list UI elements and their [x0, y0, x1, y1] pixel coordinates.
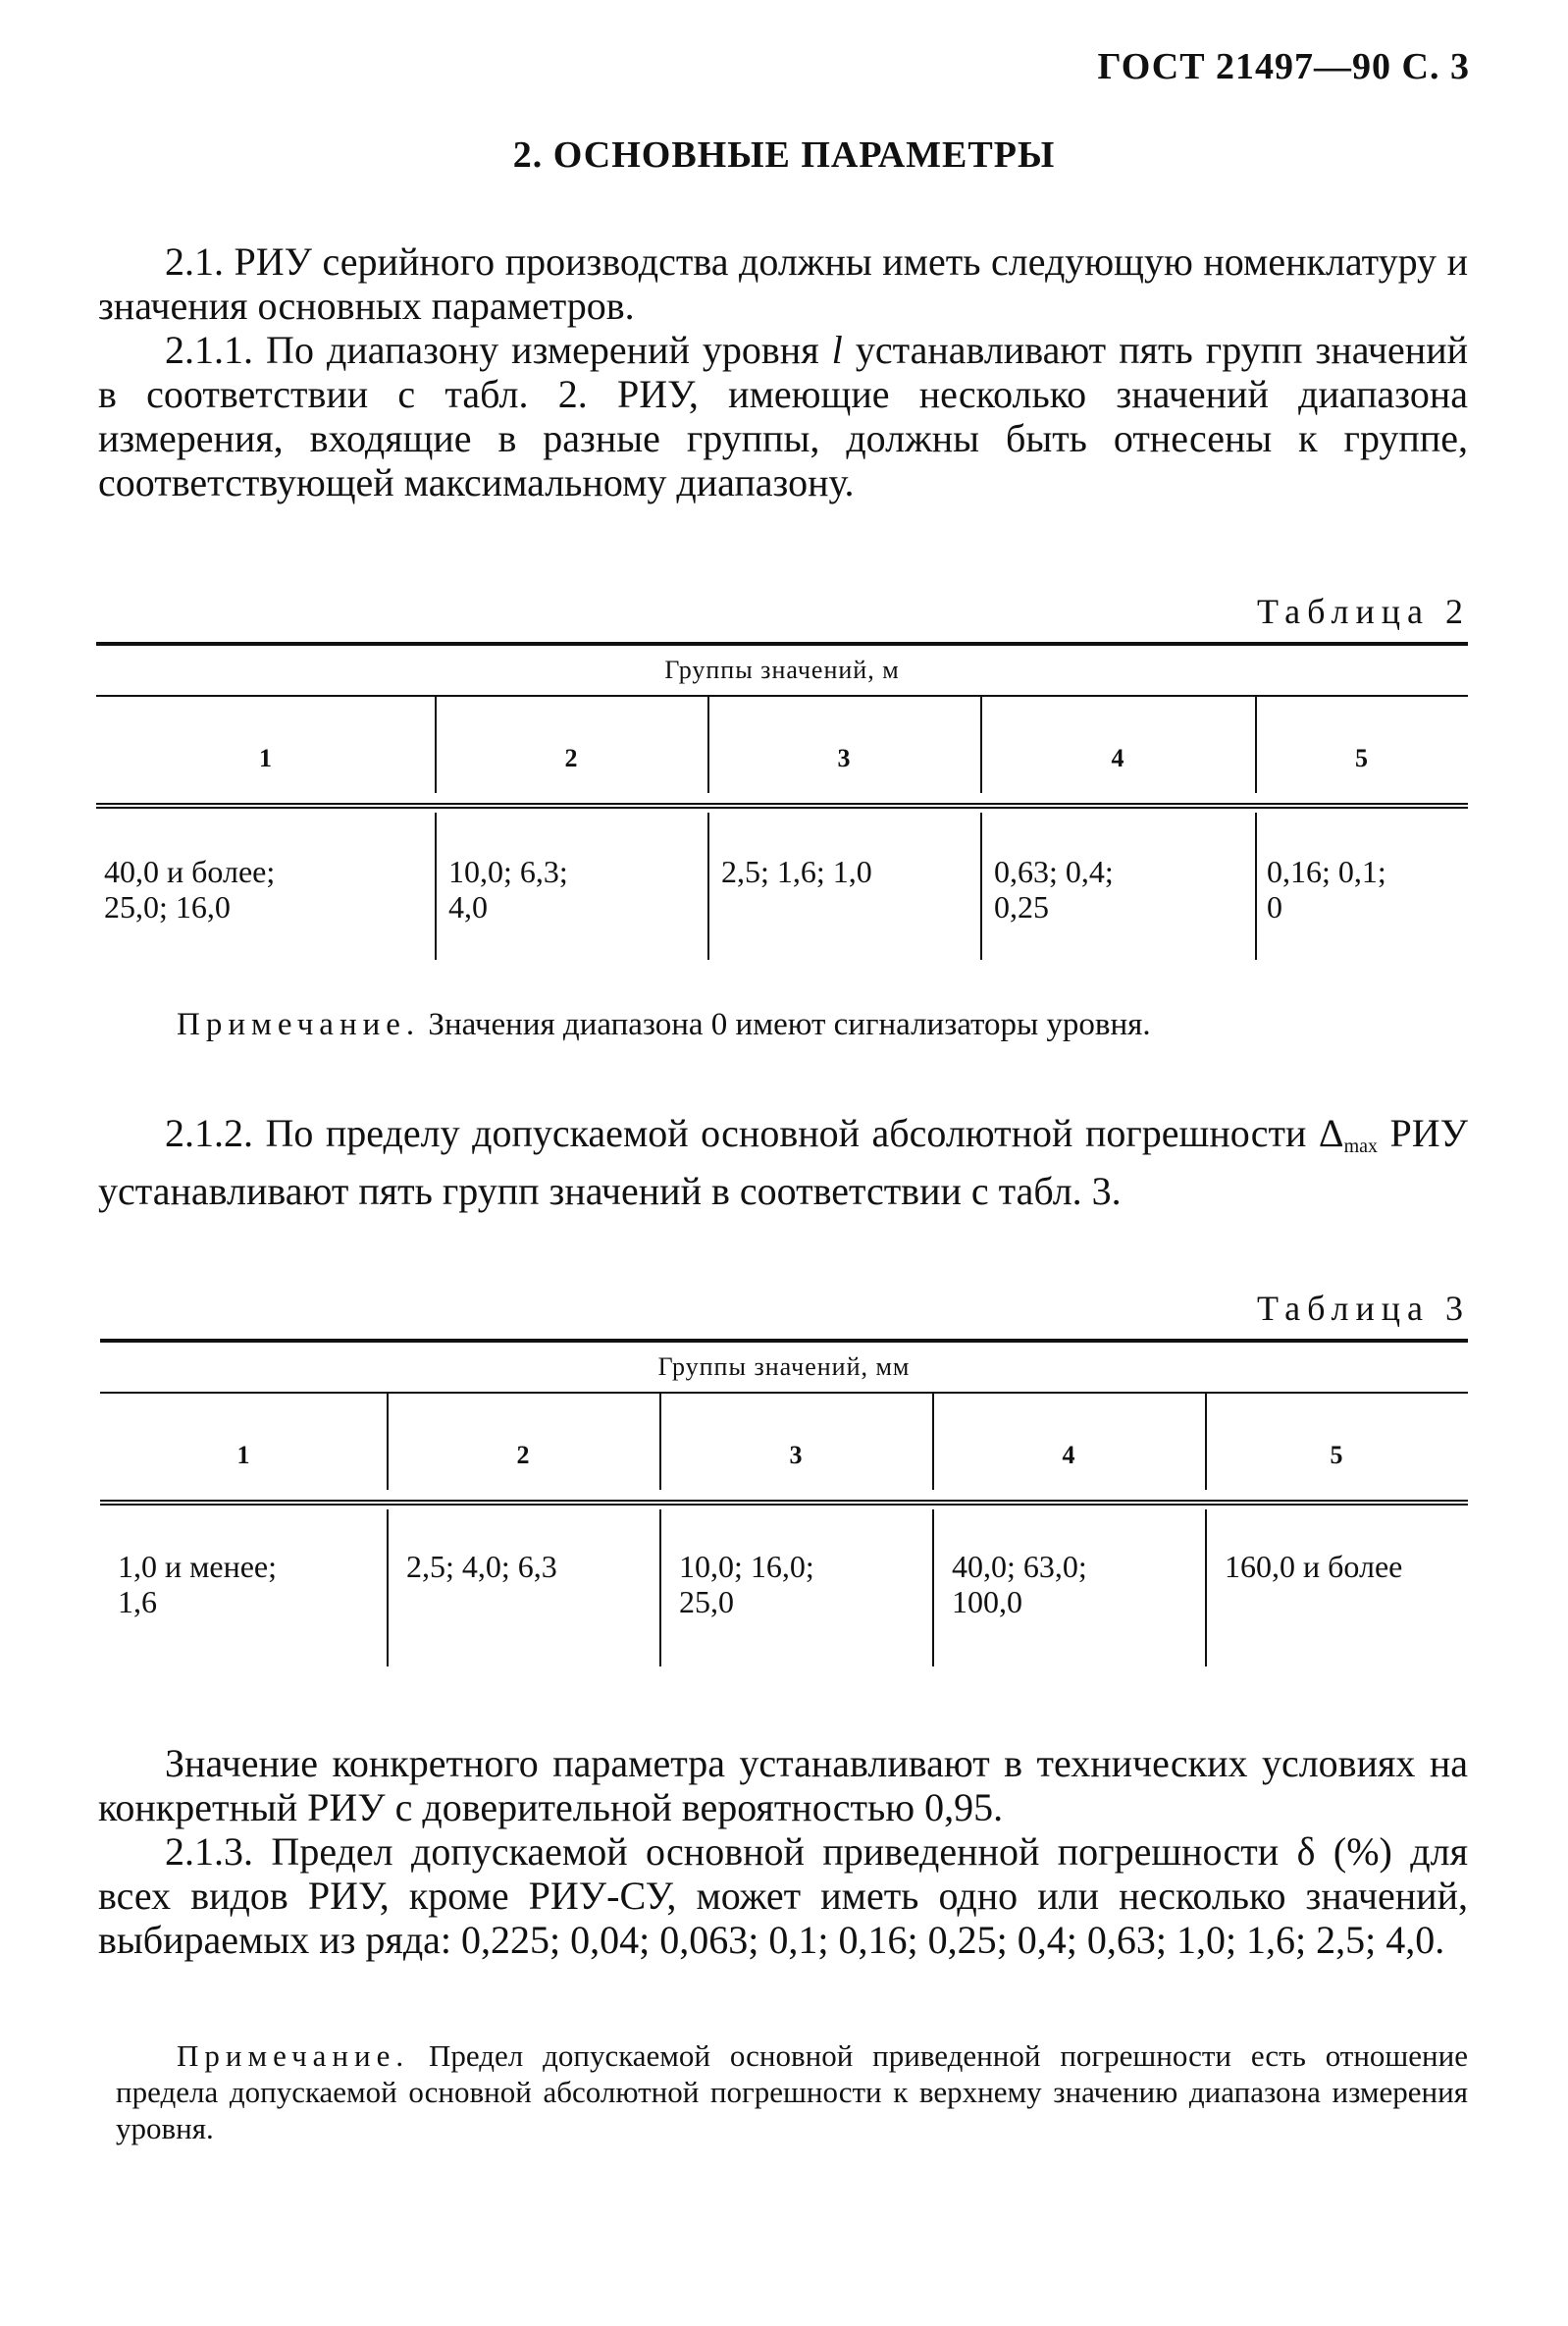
table3-divider [932, 1509, 934, 1666]
table2-col-3: 3 [837, 744, 851, 772]
table3-col-5: 5 [1330, 1441, 1343, 1469]
table3-cell-4-line-2: 100,0 [952, 1584, 1022, 1619]
table2-cell-1-line-2: 25,0; 16,0 [104, 889, 231, 925]
final-note-text: Предел допускаемой основной приведенной погрешности есть отношение предела допускаемой основной абсолютной погрешности к верхнему значению диапазона измерения уровня. [116, 2038, 1468, 2145]
table2-cell-4-line-1: 0,63; 0,4; [994, 854, 1114, 889]
table2-cell-1 [96, 854, 435, 925]
table3-cell-5-line-1: 160,0 и более [1225, 1549, 1403, 1584]
table3-col-3: 3 [789, 1441, 803, 1469]
table3-col-2: 2 [516, 1441, 530, 1469]
table2-divider [1255, 813, 1257, 960]
table2-note-label: Примечание. [177, 1007, 421, 1042]
table2-col-2: 2 [564, 744, 578, 772]
table2-cell-5-line-2: 0 [1267, 889, 1282, 925]
table2-cell-2-line-1: 10,0; 6,3; [448, 854, 568, 889]
table3-cell-1-line-1: 1,0 и менее; [118, 1549, 277, 1584]
final-note [116, 2037, 1468, 2146]
table2-cell-2-line-2: 4,0 [448, 889, 488, 925]
paragraph-2-1-2-text-b: РИУ устанавливают пять групп значений в соответствии с табл. 3. [98, 1111, 1469, 1213]
table2-cell-3 [713, 854, 980, 889]
table2-top-rule [96, 642, 1468, 646]
table3-col-1: 1 [236, 1441, 250, 1469]
table3-cell-2 [398, 1549, 659, 1584]
paragraph-2-1-1-text-a: 2.1.1. По диапазону измерений уровня [165, 328, 832, 372]
table2-divider [435, 813, 437, 960]
table3-cell-1 [110, 1549, 387, 1619]
table3 [100, 1339, 1468, 1672]
table3-caption: Таблица 3 [1257, 1289, 1470, 1328]
table3-divider [659, 1394, 661, 1490]
table2-header-rule [96, 695, 1468, 697]
table3-divider [387, 1394, 389, 1490]
table2-cell-1-line-1: 40,0 и более; [104, 854, 276, 889]
table2-divider [980, 697, 982, 793]
table2-note [177, 1007, 1468, 1043]
table3-cell-2-line-1: 2,5; 4,0; 6,3 [406, 1549, 557, 1584]
table2-divider [707, 697, 709, 793]
table2-cell-3-line-1: 2,5; 1,6; 1,0 [721, 854, 872, 889]
table2-col-1: 1 [259, 744, 272, 772]
table3-header: Группы значений, мм [657, 1352, 911, 1381]
section-title: 2. ОСНОВНЫЕ ПАРАМЕТРЫ [512, 134, 1056, 176]
table2-cell-5-line-1: 0,16; 0,1; [1267, 854, 1386, 889]
delta-subscript: max [1343, 1136, 1379, 1157]
table2-divider [707, 813, 709, 960]
paragraph-value: Значение конкретного параметра устанавливают в технических условиях на конкретный РИУ с доверительной вероятностью 0,95. [98, 1741, 1468, 1829]
table2-header: Группы значений, м [664, 656, 900, 684]
table3-top-rule [100, 1339, 1468, 1343]
paragraph-2-1-2 [98, 1111, 1468, 1213]
table3-divider [1205, 1394, 1207, 1490]
table2-divider [1255, 697, 1257, 793]
table2-divider [980, 813, 982, 960]
table2-cell-4-line-2: 0,25 [994, 889, 1049, 925]
paragraph-2-1: 2.1. РИУ серийного производства должны иметь следующую номенклатуру и значения основных параметров. [98, 239, 1468, 328]
table2-body-rule [96, 803, 1468, 809]
table2-cell-4 [986, 854, 1255, 925]
table3-divider [932, 1394, 934, 1490]
table2-col-5: 5 [1355, 744, 1368, 772]
table2-cell-2 [441, 854, 707, 925]
table3-cell-1-line-2: 1,6 [118, 1584, 157, 1619]
table3-cell-4 [944, 1549, 1205, 1619]
table2-divider [435, 697, 437, 793]
delta-symbol: Δ [1318, 1111, 1344, 1155]
table3-cell-3-line-1: 10,0; 16,0; [679, 1549, 814, 1584]
table3-cell-3 [671, 1549, 932, 1619]
paragraph-2-1-2-text-a: 2.1.2. По пределу допускаемой основной абсолютной погрешности [165, 1111, 1319, 1155]
table2-cell-5 [1259, 854, 1468, 925]
table3-cell-3-line-2: 25,0 [679, 1584, 734, 1619]
document-header: ГОСТ 21497—90 С. 3 [1097, 46, 1470, 87]
table3-cell-5 [1217, 1549, 1468, 1584]
paragraph-2-1-1 [98, 328, 1468, 504]
table2-col-4: 4 [1111, 744, 1124, 772]
table2 [96, 642, 1468, 976]
paragraph-2-1-3: 2.1.3. Предел допускаемой основной приведенной погрешности δ (%) для всех видов РИУ, кроме РИУ-СУ, может иметь одно или несколько значений, выбираемых из ряда: 0,225; 0,04; 0,063; 0,1; 0,16; 0,25; 0,4; 0,63; 1,0; 1,6; 2,5; 4,0. [98, 1829, 1468, 1962]
table2-note-text: Значения диапазона 0 имеют сигнализаторы уровня. [420, 1007, 1151, 1042]
table3-divider [387, 1509, 389, 1666]
table3-divider [1205, 1509, 1207, 1666]
table3-cell-4-line-1: 40,0; 63,0; [952, 1549, 1087, 1584]
table2-caption: Таблица 2 [1257, 592, 1470, 631]
final-note-label: Примечание. [177, 2038, 410, 2073]
paragraph-2-1-1-text-b: устанавливают пять групп значений в соответствии с табл. 2. РИУ, имеющие несколько значений диапазона измерения, входящие в разные группы, должны быть отнесены к группе, соответствующей максимальному диапазону. [98, 328, 1469, 504]
table3-col-4: 4 [1062, 1441, 1075, 1469]
table3-divider [659, 1509, 661, 1666]
variable-l: l [831, 328, 843, 372]
table3-body-rule [100, 1500, 1468, 1506]
table3-header-rule [100, 1392, 1468, 1394]
